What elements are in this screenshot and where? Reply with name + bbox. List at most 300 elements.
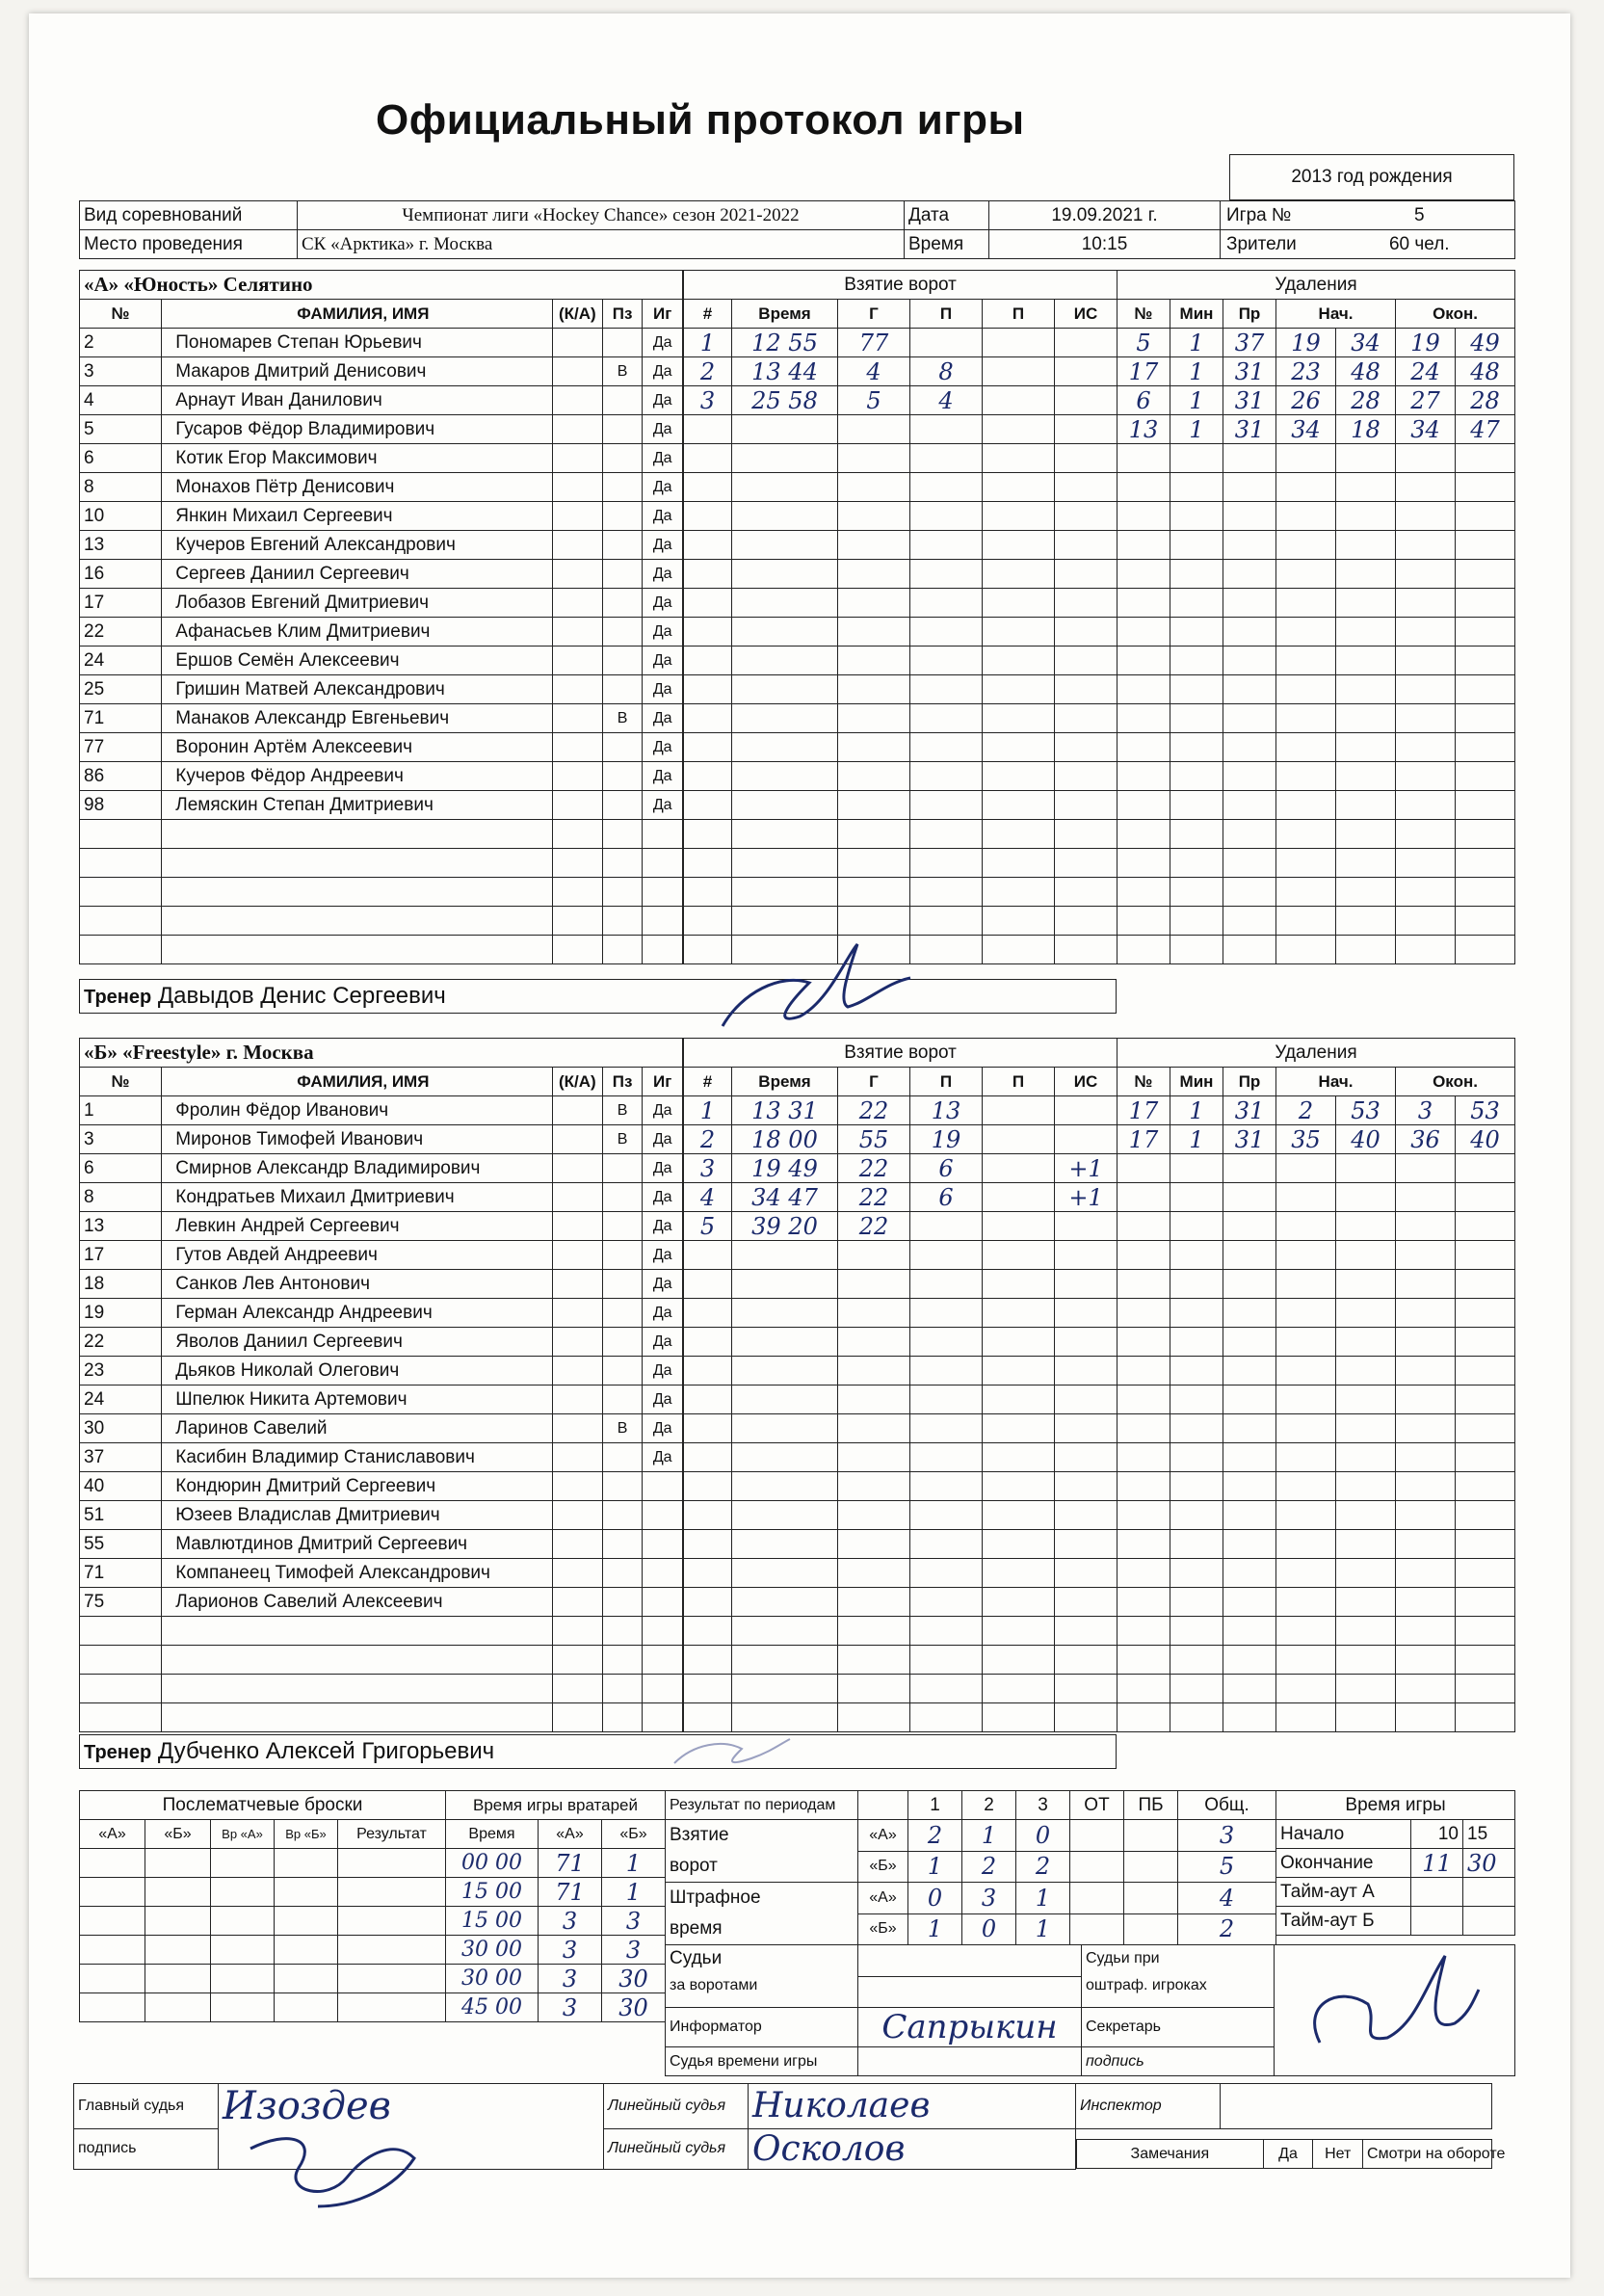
empty-cell [80, 1646, 162, 1675]
penalty-end-min [1396, 1472, 1456, 1501]
player-number: 24 [80, 647, 162, 675]
penalty-end-sec [1456, 1588, 1515, 1617]
player-row [80, 444, 683, 473]
penalty-start-min [1276, 849, 1336, 878]
penalty-start-min [1276, 1443, 1336, 1472]
penalty-start-min [1276, 820, 1336, 849]
player-name: Касибин Владимир Станиславович [162, 1443, 553, 1472]
goal-time [732, 820, 838, 849]
penalty-end-min [1396, 1530, 1456, 1559]
player-name: Лобазов Евгений Дмитриевич [162, 589, 553, 618]
player-ig: Да [643, 1357, 683, 1386]
goal-is [1055, 1357, 1118, 1386]
empty-cell [80, 1617, 162, 1646]
player-number: 30 [80, 1414, 162, 1443]
penalty-reason [1223, 1212, 1276, 1241]
gametime-title: Время игры [1276, 1791, 1515, 1820]
penalty-player [1118, 1675, 1170, 1703]
col-ka: (К/А) [552, 300, 602, 329]
goal-scorer [838, 560, 910, 589]
penalty-minutes [1170, 1299, 1223, 1328]
col-goal-assist2-b: П [983, 1068, 1055, 1096]
gk-b: 3 [602, 1936, 666, 1965]
penalty-end-min [1396, 1328, 1456, 1357]
empty-cell [602, 936, 643, 964]
goal-assist-2 [983, 936, 1055, 964]
goal-number [684, 1675, 732, 1703]
penalty-start-sec [1336, 1414, 1396, 1443]
empty-cell [80, 1675, 162, 1703]
penalty-end-min: 27 [1396, 386, 1456, 415]
gk-a: 3 [539, 1993, 602, 2022]
goal-number [684, 1646, 732, 1675]
goal-assist-2 [983, 1675, 1055, 1703]
start-label: Начало [1276, 1820, 1411, 1849]
penalty-start-sec [1336, 1357, 1396, 1386]
penalty-end-sec [1456, 733, 1515, 762]
col-pen-reason: Пр [1223, 300, 1276, 329]
player-row [80, 1472, 683, 1501]
goal-time [732, 1270, 838, 1299]
gk-col-a: «А» [539, 1820, 602, 1849]
goals-team-a: «А» [858, 1820, 908, 1852]
secretary-signature-label: подпись [1082, 2047, 1275, 2076]
penalty-start-sec: 18 [1336, 415, 1396, 444]
goal-is [1055, 762, 1118, 791]
penalty-end-min [1396, 502, 1456, 531]
player-name: Кучеров Евгений Александрович [162, 531, 553, 560]
penalty-end-sec [1456, 589, 1515, 618]
goal-row [684, 1096, 1118, 1125]
col-no-b: № [80, 1068, 162, 1096]
page-title: Официальный протокол игры [376, 96, 1025, 144]
empty-cell [552, 936, 602, 964]
player-name: Яволов Даниил Сергеевич [162, 1328, 553, 1357]
penalty-minutes [1170, 1183, 1223, 1212]
goal-assist-2 [983, 647, 1055, 675]
penalty-start-min [1276, 1501, 1336, 1530]
goal-row [684, 589, 1118, 618]
goal-is [1055, 1588, 1118, 1617]
penalty-start-sec [1336, 878, 1396, 907]
pen-a-p1: 0 [908, 1883, 962, 1914]
goal-is [1055, 1270, 1118, 1299]
player-ka [552, 329, 602, 357]
player-number: 24 [80, 1386, 162, 1414]
penalty-reason [1223, 1559, 1276, 1588]
goal-row [684, 1299, 1118, 1328]
goal-row [684, 329, 1118, 357]
goal-assist-1 [910, 589, 983, 618]
penalty-end-min: 34 [1396, 415, 1456, 444]
goals-a-ot [1070, 1820, 1124, 1852]
goals-a-total: 3 [1178, 1820, 1276, 1852]
goal-is [1055, 560, 1118, 589]
penalty-row [1118, 1270, 1515, 1299]
goal-time: 12 55 [732, 329, 838, 357]
empty-cell [162, 1703, 553, 1732]
goal-number [684, 1299, 732, 1328]
remarks-yes: Да [1263, 2140, 1313, 2169]
goal-assist-1 [910, 502, 983, 531]
so-a: «А» [80, 1820, 145, 1849]
player-row [80, 502, 683, 531]
player-ka [552, 618, 602, 647]
gk-time: 45 00 [446, 1993, 539, 2022]
goal-row [684, 849, 1118, 878]
penalty-start-min [1276, 1675, 1336, 1703]
col-pen-reason-b: Пр [1223, 1068, 1276, 1096]
goal-time [732, 1328, 838, 1357]
player-ka [552, 502, 602, 531]
team-b-coach-row [79, 1734, 1117, 1769]
player-row [80, 1588, 683, 1617]
penalty-minutes [1170, 849, 1223, 878]
col-pen-start-b: Нач. [1276, 1068, 1396, 1096]
penalty-reason [1223, 444, 1276, 473]
goal-scorer [838, 1617, 910, 1646]
penalty-start-sec [1336, 1501, 1396, 1530]
penalty-player [1118, 704, 1170, 733]
penalty-reason [1223, 1646, 1276, 1675]
penalty-start-min [1276, 675, 1336, 704]
gk-time: 15 00 [446, 1907, 539, 1936]
goal-number [684, 1559, 732, 1588]
goal-assist-1 [910, 1443, 983, 1472]
penalty-reason [1223, 849, 1276, 878]
penalty-end-sec [1456, 1241, 1515, 1270]
goal-row [684, 1125, 1118, 1154]
penalty-row [1118, 647, 1515, 675]
penalty-reason: 31 [1223, 386, 1276, 415]
goals-b-title: Взятие ворот [684, 1039, 1118, 1068]
penalty-start-sec [1336, 1241, 1396, 1270]
penalty-end-sec [1456, 1675, 1515, 1703]
game-time-table [1275, 1790, 1515, 1936]
main-judge-signature-label: подпись [74, 2128, 219, 2169]
penalty-start-sec [1336, 502, 1396, 531]
penalty-end-sec [1456, 560, 1515, 589]
penalty-start-min [1276, 618, 1336, 647]
goals-label-1: Взятие [670, 1825, 729, 1845]
player-ig: Да [643, 415, 683, 444]
team-b-penalties [1117, 1038, 1515, 1732]
penalty-minutes: 1 [1170, 1096, 1223, 1125]
goal-scorer [838, 1501, 910, 1530]
penalty-end-sec [1456, 444, 1515, 473]
player-number: 98 [80, 791, 162, 820]
team-a-roster [79, 270, 683, 964]
empty-cell [643, 849, 683, 878]
player-pz: В [602, 1125, 643, 1154]
penalty-player [1118, 1357, 1170, 1386]
penalty-start-min [1276, 1472, 1336, 1501]
goals-b-pb [1124, 1851, 1178, 1883]
penalty-start-min [1276, 647, 1336, 675]
empty-cell [602, 878, 643, 907]
player-row [80, 1241, 683, 1270]
goal-number [684, 647, 732, 675]
empty-cell [162, 907, 553, 936]
goal-judges-label-2: за воротами [670, 1977, 758, 1993]
pen-b-p1: 1 [908, 1913, 962, 1945]
penalty-start-sec: 28 [1336, 386, 1396, 415]
penalty-player [1118, 560, 1170, 589]
player-ig [643, 1501, 683, 1530]
goal-is [1055, 1443, 1118, 1472]
player-pz: В [602, 1414, 643, 1443]
player-number: 71 [80, 1559, 162, 1588]
player-row [80, 1357, 683, 1386]
goal-time [732, 704, 838, 733]
player-ka [552, 647, 602, 675]
goal-row [684, 502, 1118, 531]
goal-assist-1 [910, 1299, 983, 1328]
col-ig-b: Иг [643, 1068, 683, 1096]
player-ig: Да [643, 791, 683, 820]
penalty-end-sec: 28 [1456, 386, 1515, 415]
player-name: Афанасьев Клим Дмитриевич [162, 618, 553, 647]
penalty-minutes [1170, 1617, 1223, 1646]
col-goal-time-b: Время [732, 1068, 838, 1096]
player-ka [552, 675, 602, 704]
goal-assist-1 [910, 849, 983, 878]
penalty-player [1118, 1530, 1170, 1559]
penalty-reason [1223, 1154, 1276, 1183]
player-row [80, 329, 683, 357]
goal-assist-1 [910, 415, 983, 444]
penalty-reason [1223, 502, 1276, 531]
player-number: 6 [80, 444, 162, 473]
player-ka [552, 444, 602, 473]
penalty-minutes [1170, 1386, 1223, 1414]
player-pz [602, 1559, 643, 1588]
penalty-end-sec: 40 [1456, 1125, 1515, 1154]
empty-cell [552, 1617, 602, 1646]
player-name: Кондратьев Михаил Дмитриевич [162, 1183, 553, 1212]
goal-row [684, 1154, 1118, 1183]
goal-time [732, 1443, 838, 1472]
goal-row [684, 878, 1118, 907]
goal-assist-1 [910, 618, 983, 647]
player-ig: Да [643, 531, 683, 560]
team-b-goals [683, 1038, 1118, 1732]
player-pz [602, 1154, 643, 1183]
player-row [80, 1096, 683, 1125]
goal-assist-2 [983, 1357, 1055, 1386]
penalty-end-min [1396, 1443, 1456, 1472]
goal-assist-1 [910, 733, 983, 762]
penalty-reason: 31 [1223, 415, 1276, 444]
col-goal-num-b: # [684, 1068, 732, 1096]
penalty-reason: 31 [1223, 1096, 1276, 1125]
player-ig: Да [643, 357, 683, 386]
goal-assist-2 [983, 531, 1055, 560]
goal-assist-1 [910, 1241, 983, 1270]
goal-assist-1 [910, 1588, 983, 1617]
penalty-start-sec [1336, 647, 1396, 675]
goal-assist-2 [983, 1125, 1055, 1154]
team-a-penalties [1117, 270, 1515, 964]
goal-number [684, 1472, 732, 1501]
penalty-start-sec [1336, 820, 1396, 849]
player-row [80, 936, 683, 964]
game-no-value: 5 [1413, 204, 1425, 225]
goal-number [684, 1617, 732, 1646]
penalty-start-sec [1336, 791, 1396, 820]
player-number: 4 [80, 386, 162, 415]
goal-assist-1 [910, 1328, 983, 1357]
penalty-start-min [1276, 473, 1336, 502]
penalty-start-min [1276, 907, 1336, 936]
goal-assist-2 [983, 1559, 1055, 1588]
goal-scorer [838, 1472, 910, 1501]
penalty-end-sec [1456, 849, 1515, 878]
penalty-reason [1223, 1703, 1276, 1732]
empty-cell [643, 936, 683, 964]
goal-assist-2 [983, 329, 1055, 357]
penalty-minutes [1170, 1530, 1223, 1559]
col-name-b: ФАМИЛИЯ, ИМЯ [162, 1068, 553, 1096]
penalty-player [1118, 444, 1170, 473]
col-goal-assist1: П [910, 300, 983, 329]
penalty-end-sec [1456, 1154, 1515, 1183]
empty-cell [162, 1675, 553, 1703]
empty-cell [602, 1646, 643, 1675]
penalty-start-sec [1336, 473, 1396, 502]
penalty-row [1118, 675, 1515, 704]
gk-time: 00 00 [446, 1849, 539, 1878]
goal-time [732, 589, 838, 618]
goal-assist-1: 8 [910, 357, 983, 386]
penalty-start-sec: 53 [1336, 1096, 1396, 1125]
penalty-minutes: 1 [1170, 415, 1223, 444]
pen-label-2: время [670, 1918, 723, 1939]
player-row [80, 1154, 683, 1183]
goal-row [684, 1386, 1118, 1414]
player-row [80, 849, 683, 878]
gk-b: 1 [602, 1849, 666, 1878]
penalty-row [1118, 849, 1515, 878]
gk-title: Время игры вратарей [446, 1791, 666, 1820]
player-ig: Да [643, 1443, 683, 1472]
goal-assist-2 [983, 733, 1055, 762]
penalty-minutes [1170, 1241, 1223, 1270]
player-pz [602, 1357, 643, 1386]
goal-scorer [838, 1530, 910, 1559]
penalty-minutes [1170, 647, 1223, 675]
penalty-start-sec [1336, 560, 1396, 589]
period-results-table [665, 1790, 1276, 1945]
col-goal-time: Время [732, 300, 838, 329]
player-row [80, 1212, 683, 1241]
goal-assist-2 [983, 1588, 1055, 1617]
penalty-player [1118, 1299, 1170, 1328]
gk-b: 30 [602, 1993, 666, 2022]
goal-assist-2 [983, 907, 1055, 936]
col-ig: Иг [643, 300, 683, 329]
penalty-start-min [1276, 1617, 1336, 1646]
player-pz [602, 1299, 643, 1328]
penalty-reason [1223, 675, 1276, 704]
goal-is [1055, 878, 1118, 907]
penalty-end-min [1396, 1559, 1456, 1588]
penalty-end-min: 24 [1396, 357, 1456, 386]
penalty-end-sec [1456, 1559, 1515, 1588]
player-row [80, 1414, 683, 1443]
penalty-start-min [1276, 1212, 1336, 1241]
player-ig: Да [643, 704, 683, 733]
goal-is [1055, 502, 1118, 531]
penalty-end-sec [1456, 1501, 1515, 1530]
penalty-end-min [1396, 820, 1456, 849]
pen-team-b: «Б» [858, 1913, 908, 1945]
goal-is [1055, 936, 1118, 964]
goal-time [732, 878, 838, 907]
goal-assist-1 [910, 675, 983, 704]
penalty-row [1118, 1646, 1515, 1675]
penalty-reason [1223, 1357, 1276, 1386]
goal-number: 2 [684, 1125, 732, 1154]
goal-scorer [838, 936, 910, 964]
goal-number [684, 1357, 732, 1386]
goal-assist-1 [910, 1270, 983, 1299]
player-ka [552, 1357, 602, 1386]
penalty-reason [1223, 618, 1276, 647]
goal-scorer [838, 1386, 910, 1414]
player-row [80, 820, 683, 849]
goal-is [1055, 704, 1118, 733]
goal-is [1055, 791, 1118, 820]
player-row [80, 907, 683, 936]
penalty-row [1118, 589, 1515, 618]
goal-is [1055, 907, 1118, 936]
player-number: 25 [80, 675, 162, 704]
goal-time [732, 1703, 838, 1732]
penalty-player [1118, 1443, 1170, 1472]
goal-assist-1 [910, 907, 983, 936]
main-judge-label: Главный судья [74, 2084, 219, 2129]
penalty-reason [1223, 907, 1276, 936]
goal-assist-2 [983, 1472, 1055, 1501]
goal-number [684, 1530, 732, 1559]
goal-time [732, 762, 838, 791]
penalty-reason [1223, 531, 1276, 560]
coach-a-name: Давыдов Денис Сергеевич [157, 983, 446, 1009]
goal-time [732, 733, 838, 762]
player-number: 71 [80, 704, 162, 733]
penalty-end-sec: 53 [1456, 1096, 1515, 1125]
player-row [80, 704, 683, 733]
goal-assist-1: 13 [910, 1096, 983, 1125]
penalty-start-min: 23 [1276, 357, 1336, 386]
penalty-start-sec [1336, 1328, 1396, 1357]
goal-assist-2 [983, 357, 1055, 386]
empty-cell [162, 849, 553, 878]
penalty-end-min [1396, 907, 1456, 936]
col-pen-end: Окон. [1396, 300, 1515, 329]
player-ka [552, 1472, 602, 1501]
player-row [80, 733, 683, 762]
penalty-start-min [1276, 1703, 1336, 1732]
goal-assist-1 [910, 329, 983, 357]
start-minute: 15 [1463, 1820, 1515, 1849]
penalty-player [1118, 762, 1170, 791]
penalty-end-sec [1456, 1443, 1515, 1472]
goal-row [684, 1472, 1118, 1501]
goal-scorer [838, 1270, 910, 1299]
goal-time [732, 849, 838, 878]
